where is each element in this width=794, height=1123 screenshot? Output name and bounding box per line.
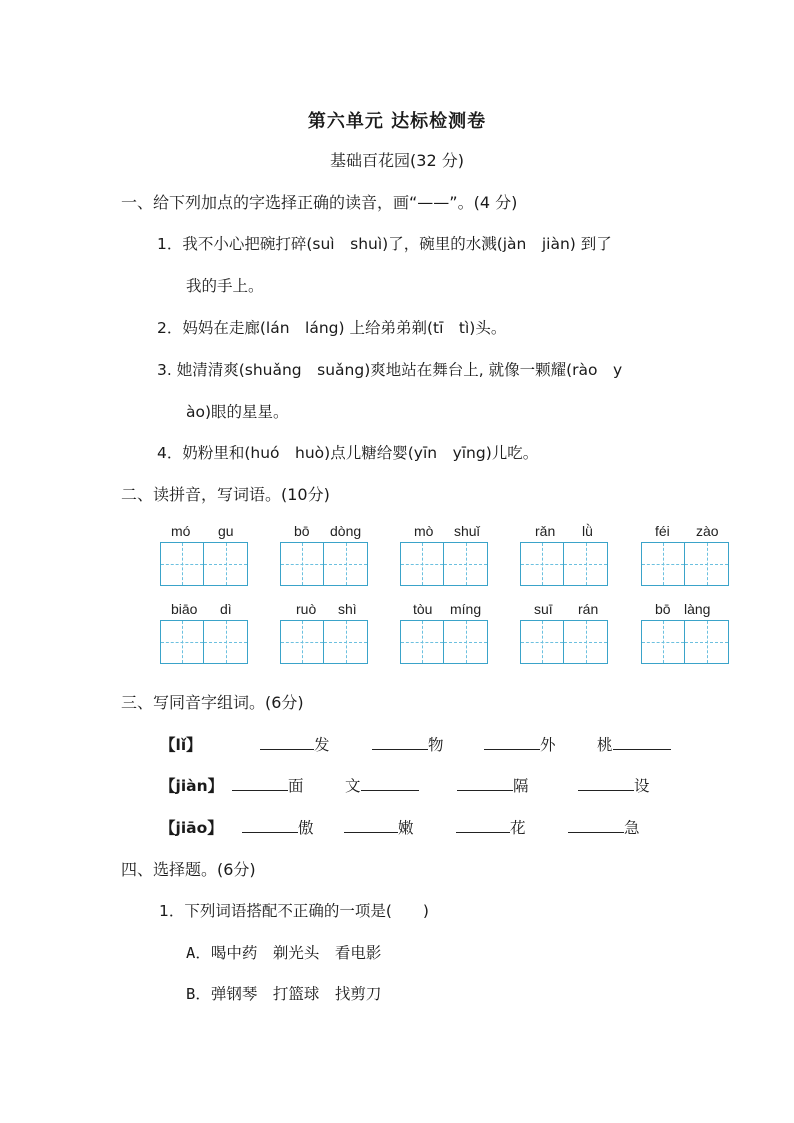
option-a[interactable]: A．喝中药 剃光头 看电影	[186, 944, 382, 962]
fill-item[interactable]: 物	[372, 733, 444, 755]
answer-blank[interactable]	[361, 774, 419, 791]
answer-blank[interactable]	[568, 816, 624, 833]
writing-grid[interactable]	[641, 542, 729, 586]
pinyin-label: shuǐ	[454, 523, 480, 539]
pinyin-key: 【jiàn】	[160, 777, 224, 795]
writing-grid[interactable]	[520, 542, 608, 586]
choice-question-1: 1．下列词语搭配不正确的一项是( )	[159, 902, 429, 920]
pinyin-label: biāo	[171, 601, 198, 617]
pinyin-label: làng	[684, 601, 711, 617]
answer-blank[interactable]	[372, 733, 428, 750]
fill-item[interactable]: 文	[345, 774, 419, 796]
pinyin-label: rǎn	[535, 523, 556, 539]
pinyin-label: zào	[696, 523, 719, 539]
fill-item[interactable]: 设	[578, 774, 650, 796]
option-b[interactable]: B．弹钢琴 打篮球 找剪刀	[186, 985, 382, 1003]
writing-grid[interactable]	[280, 620, 368, 664]
question-1-line-2: 我的手上。	[186, 277, 264, 295]
grid-cell[interactable]	[444, 542, 488, 586]
question-4: 4．奶粉里和(huó huò)点儿糖给婴(yīn yīng)儿吃。	[157, 444, 539, 462]
answer-blank[interactable]	[232, 774, 288, 791]
grid-cell[interactable]	[564, 620, 608, 664]
writing-grid[interactable]	[400, 620, 488, 664]
answer-blank[interactable]	[344, 816, 398, 833]
fill-item[interactable]: 嫩	[344, 816, 414, 838]
pinyin-label: lǜ	[582, 523, 593, 539]
section-4-heading: 四、选择题。(6分)	[121, 860, 256, 879]
pinyin-label: dòng	[330, 523, 362, 539]
question-2: 2．妈妈在走廊(lán láng) 上给弟弟剃(tī tì)头。	[157, 319, 507, 337]
grid-cell[interactable]	[324, 542, 368, 586]
pinyin-label: gu	[218, 523, 234, 539]
answer-blank[interactable]	[457, 774, 513, 791]
section-3-heading: 三、写同音字组词。(6分)	[121, 693, 304, 712]
section-1-heading: 一、给下列加点的字选择正确的读音，画“——”。(4 分)	[121, 193, 518, 212]
pinyin-label: mó	[171, 523, 191, 539]
grid-cell[interactable]	[204, 542, 248, 586]
grid-cell[interactable]	[324, 620, 368, 664]
writing-grid[interactable]	[160, 620, 248, 664]
answer-blank[interactable]	[613, 733, 671, 750]
question-3-line-1: 3. 她清清爽(shuǎng suǎng)爽地站在舞台上, 就像一颗耀(rào y	[157, 361, 623, 379]
grid-cell[interactable]	[641, 620, 685, 664]
section-2-heading: 二、读拼音，写词语。(10分)	[121, 485, 330, 504]
grid-cell[interactable]	[520, 620, 564, 664]
fill-item[interactable]: 隔	[457, 774, 529, 796]
pinyin-label: ruò	[296, 601, 317, 617]
grid-cell[interactable]	[280, 542, 324, 586]
pinyin-label: tòu	[413, 601, 433, 617]
writing-grid[interactable]	[160, 542, 248, 586]
pinyin-key: 【lǐ】	[160, 736, 202, 754]
answer-blank[interactable]	[484, 733, 540, 750]
pinyin-label: bō	[294, 523, 310, 539]
writing-grid[interactable]	[280, 542, 368, 586]
writing-grid[interactable]	[641, 620, 729, 664]
fill-item[interactable]: 花	[456, 816, 526, 838]
pinyin-label: dì	[220, 601, 232, 617]
writing-grid[interactable]	[400, 542, 488, 586]
fill-item[interactable]: 外	[484, 733, 556, 755]
grid-cell[interactable]	[444, 620, 488, 664]
pinyin-label: mò	[414, 523, 434, 539]
pinyin-label: féi	[655, 523, 670, 539]
pinyin-label: shì	[338, 601, 357, 617]
grid-cell[interactable]	[641, 542, 685, 586]
pinyin-label: bō	[655, 601, 671, 617]
grid-cell[interactable]	[400, 542, 444, 586]
fill-item[interactable]: 发	[260, 733, 330, 755]
fill-item[interactable]: 急	[568, 816, 640, 838]
grid-cell[interactable]	[520, 542, 564, 586]
writing-grid[interactable]	[520, 620, 608, 664]
grid-cell[interactable]	[685, 542, 729, 586]
answer-blank[interactable]	[260, 733, 314, 750]
answer-blank[interactable]	[456, 816, 510, 833]
page-subtitle: 基础百花园(32 分)	[330, 151, 464, 170]
grid-cell[interactable]	[400, 620, 444, 664]
pinyin-label: suī	[534, 601, 553, 617]
grid-cell[interactable]	[204, 620, 248, 664]
grid-cell[interactable]	[160, 620, 204, 664]
answer-blank[interactable]	[578, 774, 634, 791]
pinyin-label: míng	[450, 601, 482, 617]
pinyin-key: 【jiāo】	[160, 819, 223, 837]
grid-cell[interactable]	[564, 542, 608, 586]
fill-item[interactable]: 面	[232, 774, 304, 796]
question-3-line-2: ào)眼的星星。	[186, 403, 289, 421]
grid-cell[interactable]	[160, 542, 204, 586]
question-1-line-1: 1．我不小心把碗打碎(suì shuì)了，碗里的水溅(jàn jiàn) 到了	[157, 235, 612, 253]
grid-cell[interactable]	[280, 620, 324, 664]
page-title: 第六单元 达标检测卷	[307, 111, 487, 132]
grid-cell[interactable]	[685, 620, 729, 664]
fill-item[interactable]: 傲	[242, 816, 314, 838]
pinyin-label: rán	[578, 601, 599, 617]
answer-blank[interactable]	[242, 816, 298, 833]
fill-item[interactable]: 桃	[597, 733, 671, 755]
